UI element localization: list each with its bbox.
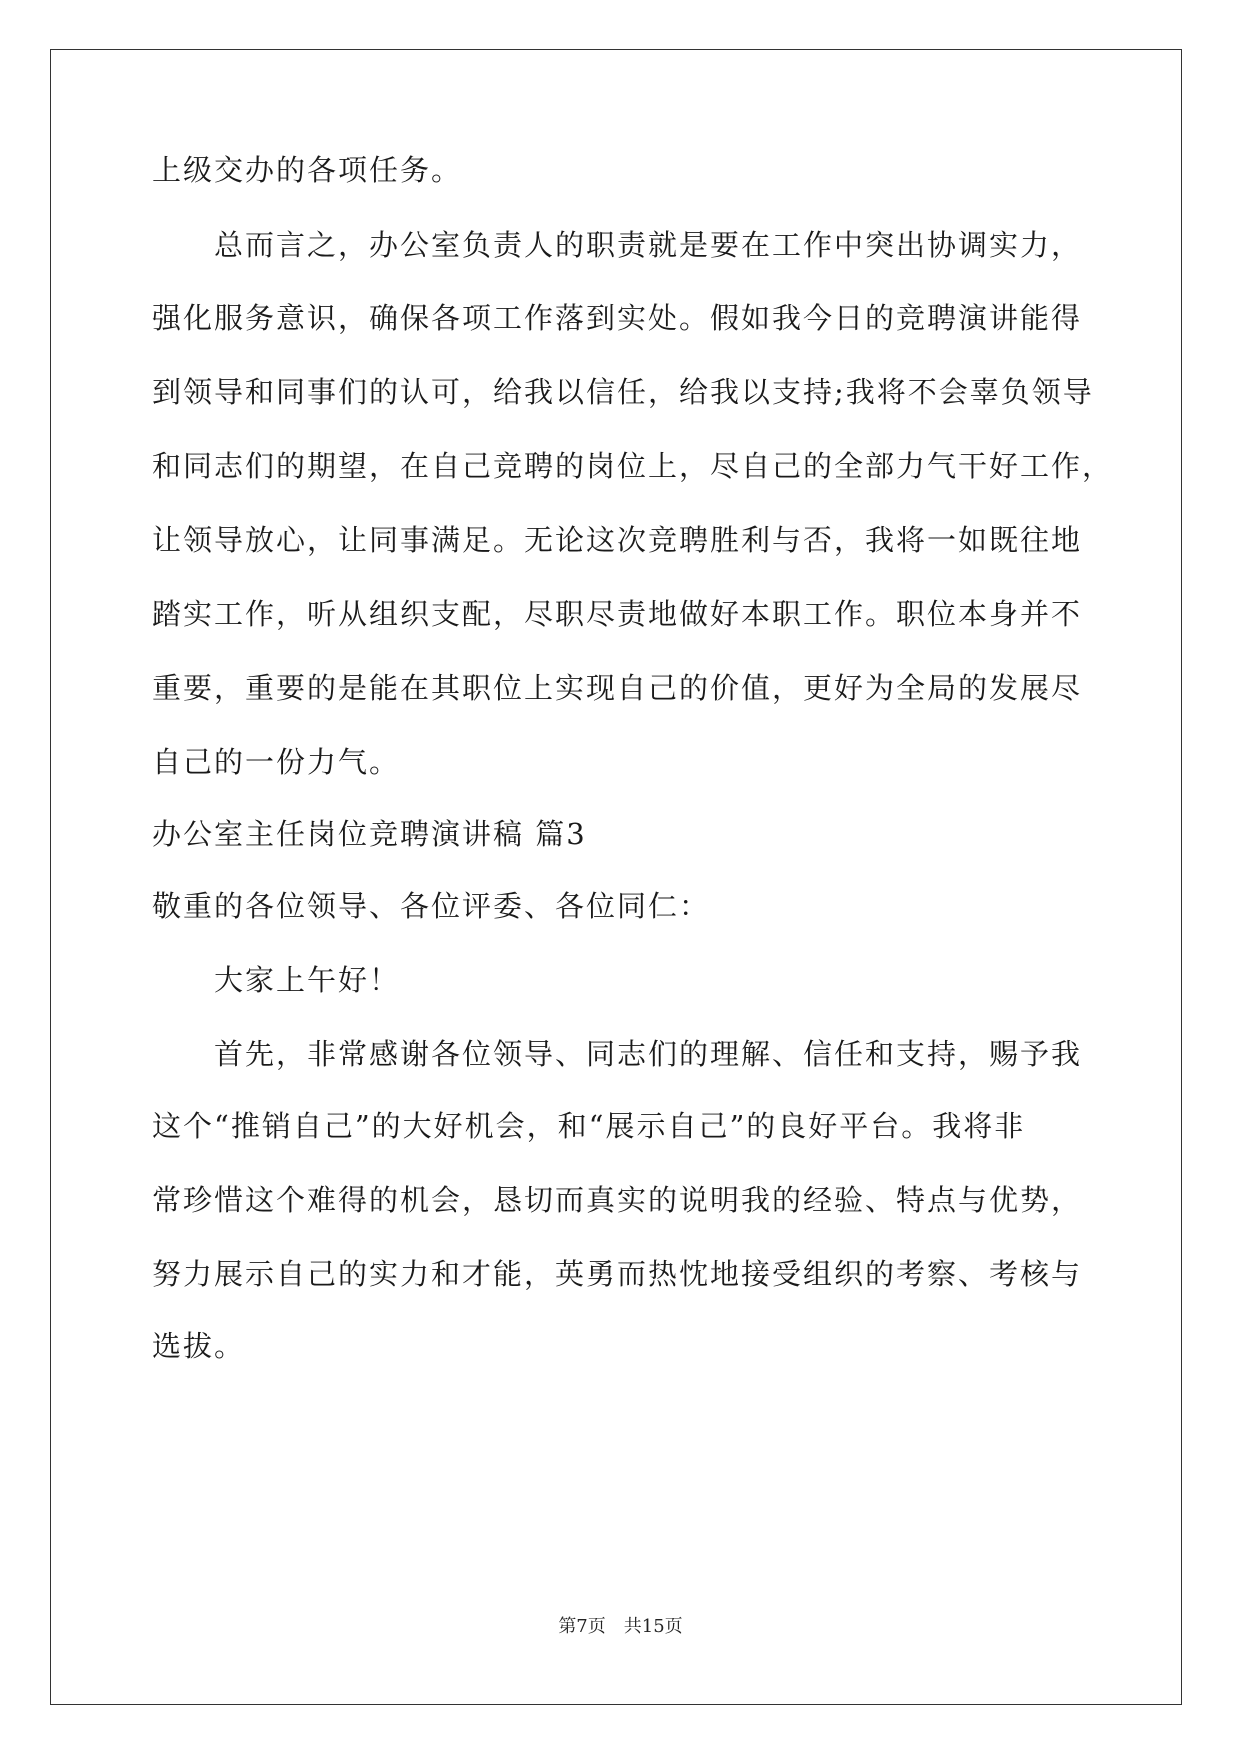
paragraph-line: 努力展示自己的实力和才能，英勇而热忱地接受组织的考察、考核与 xyxy=(152,1257,1083,1291)
greeting: 大家上午好！ xyxy=(152,963,401,997)
paragraph-line: 让领导放心，让同事满足。无论这次竞聘胜利与否，我将一如既往地 xyxy=(152,523,1083,557)
paragraph-line: 上级交办的各项任务。 xyxy=(152,153,463,187)
paragraph-line: 首先，非常感谢各位领导、同志们的理解、信任和支持，赐予我 xyxy=(152,1037,1083,1071)
page-number-footer: 第7页 共15页 xyxy=(558,1616,683,1637)
paragraph-line: 自己的一份力气。 xyxy=(152,745,401,779)
paragraph-line: 这个“推销自己”的大好机会，和“展示自己”的良好平台。我将非 xyxy=(152,1109,1026,1143)
paragraph-line: 强化服务意识，确保各项工作落到实处。假如我今日的竞聘演讲能得 xyxy=(152,301,1083,335)
paragraph-line: 常珍惜这个难得的机会，恳切而真实的说明我的经验、特点与优势， xyxy=(152,1183,1083,1217)
paragraph-line: 选拔。 xyxy=(152,1329,246,1363)
paragraph-line: 到领导和同事们的认可，给我以信任，给我以支持;我将不会辜负领导 xyxy=(152,375,1094,409)
paragraph-line: 重要，重要的是能在其职位上实现自己的价值，更好为全局的发展尽 xyxy=(152,671,1083,705)
paragraph-line: 总而言之，办公室负责人的职责就是要在工作中突出协调实力， xyxy=(152,228,1083,262)
salutation: 敬重的各位领导、各位评委、各位同仁： xyxy=(152,889,711,923)
paragraph-line: 踏实工作，听从组织支配，尽职尽责地做好本职工作。职位本身并不 xyxy=(152,597,1083,631)
section-heading: 办公室主任岗位竞聘演讲稿 篇3 xyxy=(152,817,587,851)
paragraph-line: 和同志们的期望，在自己竞聘的岗位上，尽自己的全部力气干好工作， xyxy=(152,449,1114,483)
